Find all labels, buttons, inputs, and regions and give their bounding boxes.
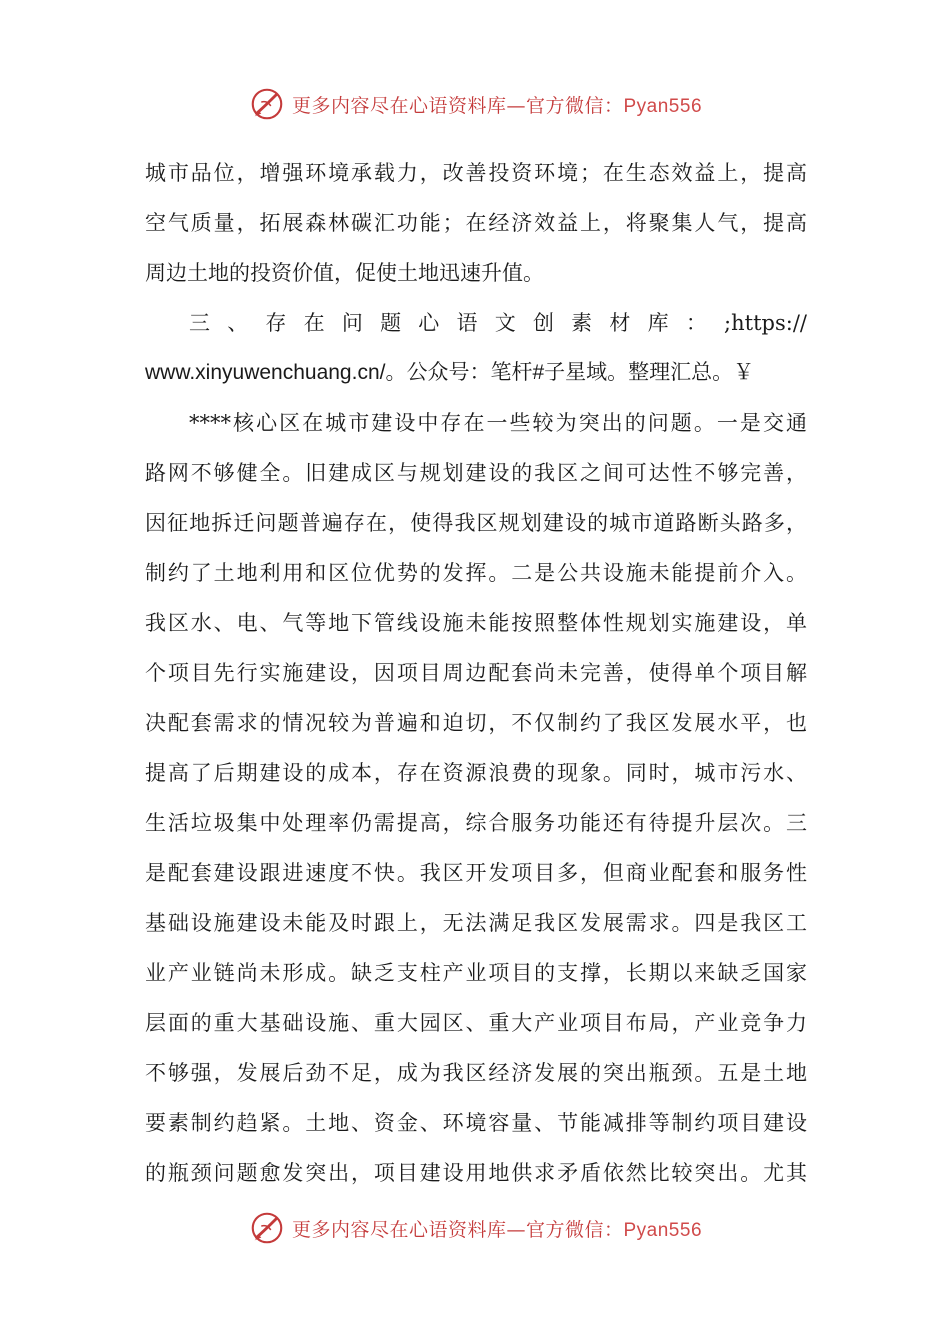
header-banner bbox=[0, 82, 950, 126]
body-line: 不够强，发展后劲不足，成为我区经济发展的突出瓶颈。五是土地 bbox=[145, 1061, 807, 1085]
body-line: 生活垃圾集中处理率仍需提高，综合服务功能还有待提升层次。三 bbox=[145, 811, 807, 835]
wechat-id: Pyan556 bbox=[623, 95, 703, 117]
body-line: 周边土地的投资价值，促使土地迅速升值。 bbox=[145, 261, 544, 285]
footer-banner bbox=[0, 1206, 950, 1250]
body-line: 是配套建设跟进速度不快。我区开发项目多，但商业配套和服务性 bbox=[145, 861, 807, 885]
body-line: ****核心区在城市建设中存在一些较为突出的问题。一是交通 bbox=[189, 411, 807, 435]
body-line: www.xinyuwenchuang.cn/。公众号：笔杆#子星域。整理汇总。￥ bbox=[145, 361, 755, 384]
banner-text bbox=[292, 91, 702, 118]
body-line: 城市品位，增强环境承载力，改善投资环境；在生态效益上，提高 bbox=[145, 161, 807, 185]
banner-slogan: 更多内容尽在心语资料库—官方微信： bbox=[291, 1218, 624, 1241]
wechat-id: Pyan556 bbox=[623, 1219, 703, 1241]
document-body bbox=[145, 148, 807, 1198]
body-line: 空气质量，拓展森林碳汇功能；在经济效益上，将聚集人气，提高 bbox=[145, 211, 807, 235]
banner-slogan: 更多内容尽在心语资料库—官方微信： bbox=[291, 94, 624, 117]
body-line: 业产业链尚未形成。缺乏支柱产业项目的支撑，长期以来缺乏国家 bbox=[145, 961, 807, 985]
body-line: 基础设施建设未能及时跟上，无法满足我区发展需求。四是我区工 bbox=[145, 911, 807, 935]
body-line: 层面的重大基础设施、重大园区、重大产业项目布局，产业竞争力 bbox=[145, 1011, 807, 1035]
body-line: 的瓶颈问题愈发突出，项目建设用地供求矛盾依然比较突出。尤其 bbox=[145, 1161, 807, 1185]
banner-text bbox=[292, 1215, 702, 1242]
body-line: 我区水、电、气等地下管线设施未能按照整体性规划实施建设，单 bbox=[145, 611, 807, 635]
body-line: 制约了土地利用和区位优势的发挥。二是公共设施未能提前介入。 bbox=[145, 561, 807, 585]
body-line: 提高了后期建设的成本，存在资源浪费的现象。同时，城市污水、 bbox=[145, 761, 807, 785]
body-line: 决配套需求的情况较为普遍和迫切，不仅制约了我区发展水平，也 bbox=[145, 711, 807, 735]
pen-logo-icon bbox=[248, 85, 286, 123]
section-heading-line: 三、存在问题心语文创素材库：;https:// bbox=[189, 311, 807, 335]
body-line: 要素制约趋紧。土地、资金、环境容量、节能减排等制约项目建设 bbox=[145, 1111, 807, 1135]
body-line: 个项目先行实施建设，因项目周边配套尚未完善，使得单个项目解 bbox=[145, 661, 807, 685]
pen-logo-icon bbox=[248, 1209, 286, 1247]
body-line: 因征地拆迁问题普遍存在，使得我区规划建设的城市道路断头路多， bbox=[145, 511, 807, 535]
body-line: 路网不够健全。旧建成区与规划建设的我区之间可达性不够完善， bbox=[145, 461, 807, 485]
